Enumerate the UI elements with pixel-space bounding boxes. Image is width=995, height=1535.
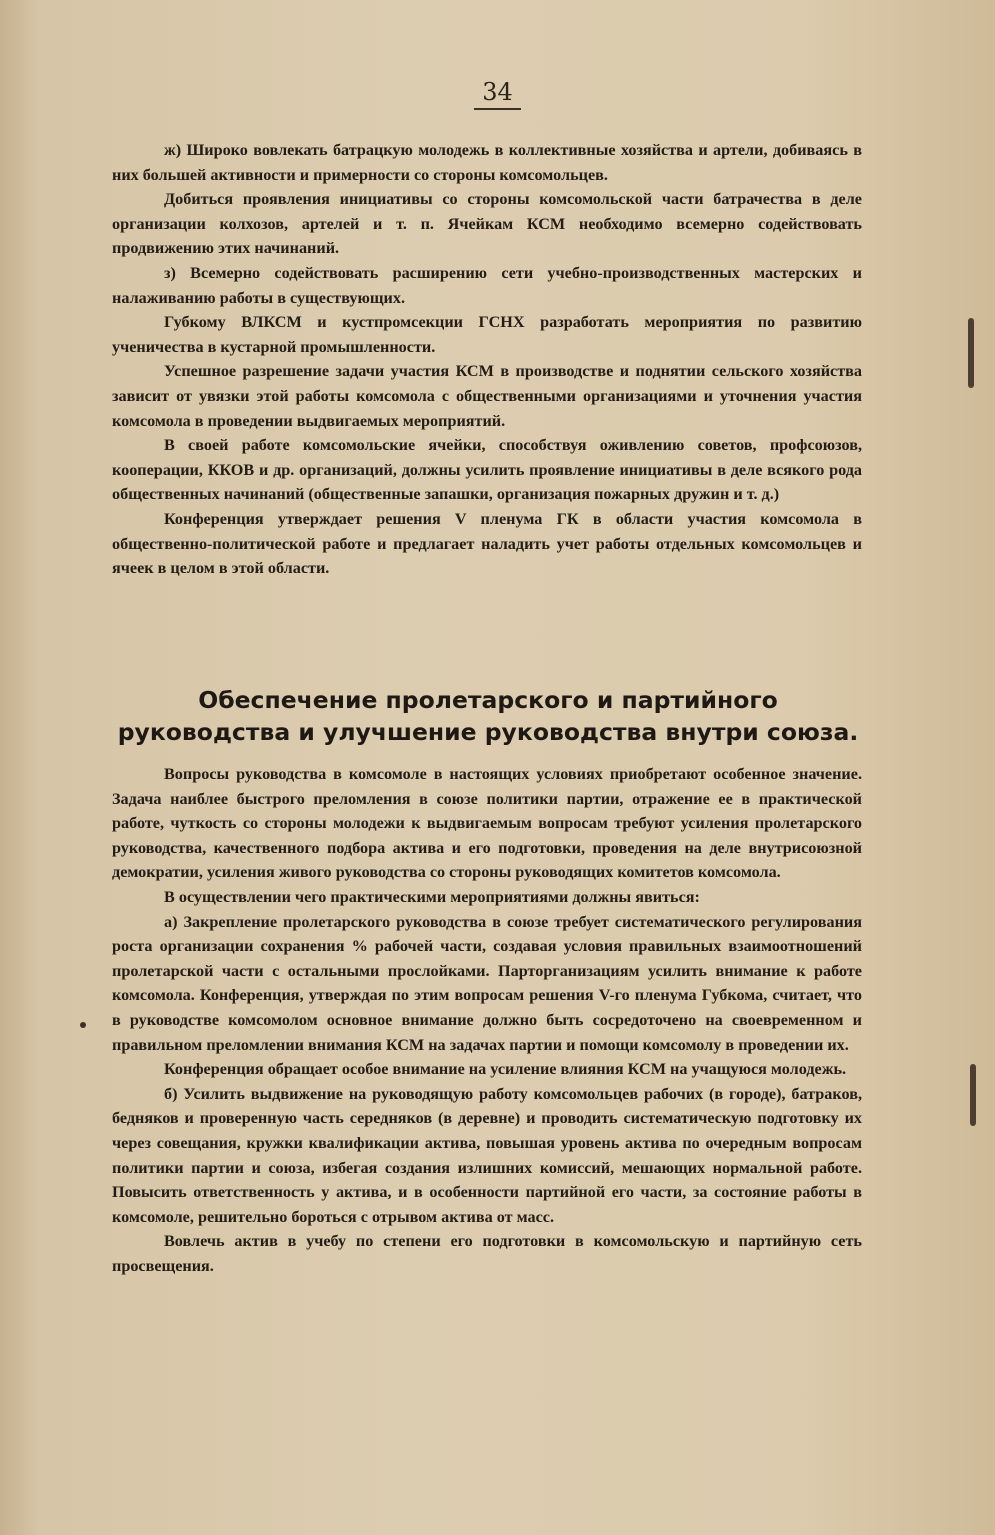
paragraph: Конференция обращает особое внимание на усиление влияния КСМ на учащуюся молодежь. [164,1060,847,1079]
paragraph: б) Усилить выдвижение на руководящую работу комсомольцев рабочих (в городе), батраков, бедняков и проверенную часть середняков (в деревне) и проводить систематическую подготовку их через совещания, кружки квалификации актива, повышая уровень актива по очередным вопросам политики партии и союза, избегая создания излишних комиссий, мешающих нормальной работе. Повысить ответственность у актива, и в особенности партийной его части, за состояние работы в комсомоле, решительно бороться с отрывом актива от масс. [112,1084,862,1226]
paragraph: з) Всемерно содействовать расширению сети учебно-производственных мастерских и налаживанию работы в существующих. [112,263,862,307]
paragraph: а) Закрепление пролетарского руководства в союзе требует систематического регулирования роста организации сохранения % рабочей части, создавая условия правильных взаимоотношений пролетарской части с остальными прослойками. Парторганизациям усилить внимание к работе комсомола. Конференция, утверждая по этим вопросам решения V-го пленума Губкома, считает, что в руководстве комсомолом основное внимание должно быть сосредоточено на своевременном и правильном преломлении внимания КСМ на задачах партии и помощи комсомолу в проведении их. [112,912,862,1054]
section-heading: Обеспечение пролетарского и партийного руководства и улучшение руководства внутри союза. [117,686,859,746]
paragraph: Добиться проявления инициативы со стороны комсомольской части батрачества в деле организации колхозов, артелей и т. п. Ячейкам КСМ необходимо всемерно содействовать продвижению этих начинаний. [112,190,862,258]
paragraph: В осуществлении чего практическими мероприятиями должны явиться: [164,887,700,906]
margin-binding-mark [968,318,974,388]
section-2-text [112,762,862,1278]
paragraph: Губкому ВЛКСМ и кустпромсекции ГСНХ разработать мероприятия по развитию ученичества в кустарной промышленности. [112,313,862,356]
paragraph: В своей работе комсомольские ячейки, способствуя оживлению советов, профсоюзов, кооперации, ККОВ и др. организаций, должны усилить проявление инициативы в деле всякого рода общественных начинаний (общественные запашки, организация пожарных дружин и т. д.) [112,436,862,504]
margin-dot [80,1022,86,1028]
paragraph: Вопросы руководства в комсомоле в настоящих условиях приобретают особенное значение. Задача наиблее быстрого преломления в союзе политики партии, отражение ее в практической работе, чуткость со стороны молодежи к выдвигаемым вопросам требуют усиления пролетарского руководства, качественного подбора актива и его подготовки, проведения на деле внутрисоюзной демократии, усиления живого руководства со стороны руководящих комитетов комсомола. [112,765,862,882]
paragraph: ж) Широко вовлекать батрацкую молодежь в коллективные хозяйства и артели, добиваясь в них большей активности и примерности со стороны комсомольцев. [112,141,862,184]
paragraph: Успешное разрешение задачи участия КСМ в производстве и поднятии сельского хозяйства зависит от увязки этой работы комсомола с общественными организациями и уточнения участия комсомола в проведении выдвигаемых мероприятий. [112,362,862,430]
paragraph: Вовлечь актив в учебу по степени его подготовки в комсомольскую и партийную сеть просвещения. [112,1232,862,1275]
section-1-text [112,138,862,581]
margin-binding-mark [970,1064,976,1126]
paragraph: Конференция утверждает решения V пленума ГК в области участия комсомола в общественно-политической работе и предлагает наладить учет работы отдельных комсомольцев и ячеек в целом в этой области. [112,509,862,578]
page-number: 34 [0,78,995,110]
